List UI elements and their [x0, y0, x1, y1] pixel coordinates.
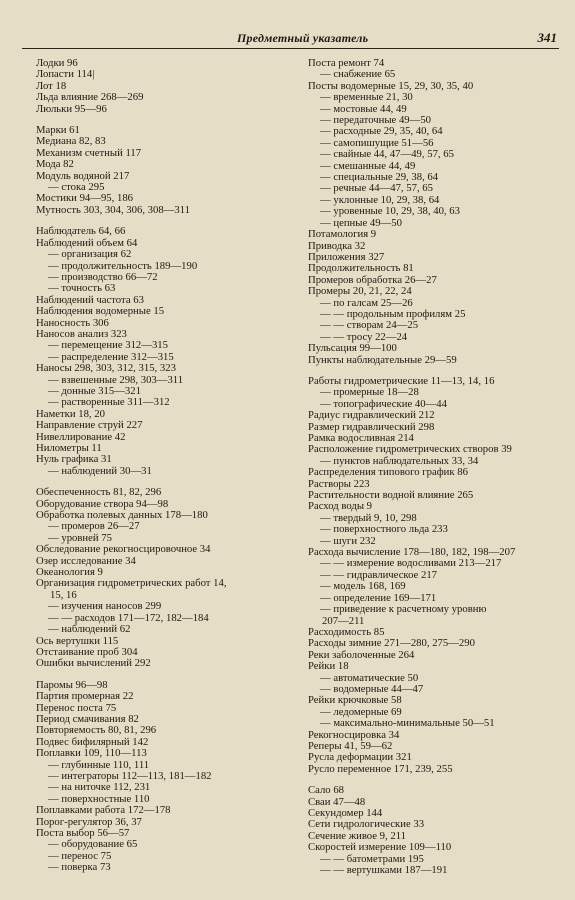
index-entry: Радиус гидравлический 212: [308, 409, 435, 422]
index-column-left: [36, 58, 296, 874]
index-entry: Повторяемость 80, 81, 296: [36, 724, 157, 737]
index-subentry: — ледомерные 69: [320, 705, 402, 718]
index-subentry: — распределение 312—315: [48, 350, 174, 363]
index-entry: Реки заболоченные 264: [308, 648, 415, 661]
index-entry: Растительности водной влияние 265: [308, 489, 474, 502]
index-entry: Направление струй 227: [36, 419, 143, 432]
index-subentry: — оборудование 65: [48, 838, 138, 851]
index-entry: Поплавками работа 172—178: [36, 804, 171, 817]
index-subentry: — продолжительность 189—190: [48, 259, 198, 272]
index-subentry: — перемещение 312—315: [48, 339, 168, 352]
index-entry: Наносов анализ 323: [36, 327, 127, 340]
index-entry: Обеспеченность 81, 82, 296: [36, 486, 162, 499]
index-subentry: — изучения наносов 299: [48, 600, 162, 613]
index-entry: Медиана 82, 83: [36, 135, 106, 148]
index-subentry: — — створам 24—25: [320, 319, 419, 332]
index-entry: Русло переменное 171, 239, 255: [308, 762, 453, 775]
index-entry: Перенос поста 75: [36, 701, 117, 714]
index-entry: Наблюдатель 64, 66: [36, 225, 126, 238]
index-entry: Промеры 20, 21, 22, 24: [308, 285, 412, 298]
index-entry: Наносы 298, 303, 312, 315, 323: [36, 362, 176, 375]
index-subentry: — на ниточке 112, 231: [48, 781, 151, 794]
index-entry: Пульсация 99—100: [308, 342, 397, 355]
index-entry-continuation: 207—211: [322, 614, 365, 627]
index-subentry: — организация 62: [48, 248, 132, 261]
index-subentry: — промерные 18—28: [320, 386, 419, 399]
index-entry-continuation: 15, 16: [50, 588, 77, 601]
index-subentry: — смешанные 44, 49: [320, 159, 416, 172]
index-entry: Наблюдений объем 64: [36, 236, 138, 249]
index-subentry: — растворенные 311—312: [48, 396, 170, 409]
index-entry: Рамка водосливная 214: [308, 432, 414, 444]
index-subentry: — точность 63: [48, 282, 116, 295]
index-entry: Льда влияние 268—269: [36, 91, 144, 104]
index-entry: Сваи 47—48: [308, 795, 366, 808]
index-subentry: — водомерные 44—47: [320, 682, 424, 695]
index-subentry: — мостовые 44, 49: [320, 102, 407, 115]
index-subentry: — максимально-минимальные 50—51: [320, 717, 495, 730]
index-entry: Порог-регулятор 36, 37: [36, 815, 142, 828]
index-entry: Обработка полевых данных 178—180: [36, 509, 208, 522]
index-entry: Мутность 303, 304, 306, 308—311: [36, 203, 191, 216]
index-entry: Потамология 9: [308, 228, 377, 241]
index-entry: Отстаивание проб 304: [36, 645, 138, 658]
index-subentry: — интеграторы 112—113, 181—182: [48, 769, 212, 782]
index-entry: Паромы 96—98: [36, 678, 108, 691]
index-entry: Расходы зимние 271—280, 275—290: [308, 637, 475, 650]
index-entry: Поста выбор 56—57: [36, 827, 130, 839]
index-entry: Распределения типового график 86: [308, 466, 468, 479]
index-subentry: — модель 168, 169: [320, 580, 406, 593]
index-entry: Лопасти 114|: [36, 68, 95, 81]
index-entry: Люльки 95—96: [36, 102, 107, 115]
index-entry: Секундомер 144: [308, 807, 383, 819]
index-entry: Посты водомерные 15, 29, 30, 35, 40: [308, 79, 474, 92]
index-entry: Нилометры 11: [36, 442, 102, 454]
index-subentry: — уровенные 10, 29, 38, 40, 63: [320, 205, 460, 218]
index-subentry: — промеров 26—27: [48, 520, 140, 533]
index-entry: Ошибки вычислений 292: [36, 657, 151, 670]
index-subentry: — наблюдений 30—31: [48, 464, 152, 477]
index-subentry: — — вертушками 187—191: [320, 864, 448, 877]
index-subentry: — самопишущие 51—56: [320, 136, 434, 149]
index-subentry: — определение 169—171: [320, 591, 437, 604]
index-entry: Рекогносцировка 34: [308, 728, 400, 741]
index-entry: Расходимость 85: [308, 625, 385, 638]
index-entry: Наметки 18, 20: [36, 407, 105, 420]
index-entry: Скоростей измерение 109—110: [308, 841, 452, 854]
index-entry: Поплавки 109, 110—113: [36, 747, 147, 760]
index-subentry: — временные 21, 30: [320, 91, 413, 104]
index-subentry: — свайные 44, 47—49, 57, 65: [320, 148, 454, 161]
page-header: [22, 28, 559, 49]
index-entry: Расхода вычисление 178—180, 182, 198—207: [308, 546, 516, 559]
index-subentry: — шуги 232: [320, 534, 376, 547]
index-entry: Подвес бифилярный 142: [36, 735, 149, 748]
index-subentry: — речные 44—47, 57, 65: [320, 182, 433, 195]
index-subentry: — глубинные 110, 111: [48, 758, 150, 771]
index-subentry: — — батометрами 195: [320, 852, 424, 865]
index-subentry: — взвешенные 298, 303—311: [48, 373, 184, 386]
index-entry: Реперы 41, 59—62: [308, 739, 393, 752]
index-subentry: — автоматические 50: [320, 671, 419, 684]
index-subentry: — поверка 73: [48, 861, 111, 874]
index-entry: Оборудование створа 94—98: [36, 497, 169, 510]
index-subentry: — топографические 40—44: [320, 397, 447, 410]
index-subentry: — донные 315—321: [48, 384, 141, 397]
index-entry: Пункты наблюдательные 29—59: [308, 353, 457, 366]
index-subentry: — по галсам 25—26: [320, 296, 413, 309]
index-subentry: — пунктов наблюдательных 33, 34: [320, 454, 479, 467]
index-entry: Русла деформации 321: [308, 751, 412, 764]
index-subentry: — стока 295: [48, 181, 105, 194]
index-entry: Партия промерная 22: [36, 690, 134, 703]
index-entry: Работы гидрометрические 11—13, 14, 16: [308, 374, 495, 387]
index-entry: Наносность 306: [36, 316, 109, 329]
index-entry: Озер исследование 34: [36, 554, 136, 567]
index-entry: Рейки крючковые 58: [308, 694, 402, 707]
index-entry: Модуль водяной 217: [36, 169, 130, 182]
index-column-right: [308, 58, 564, 876]
index-entry: Растворы 223: [308, 477, 370, 490]
index-entry: Океанология 9: [36, 566, 103, 579]
index-entry: Расход воды 9: [308, 500, 373, 513]
index-subentry: — — гидравлическое 217: [320, 568, 438, 581]
index-subentry: — перенос 75: [48, 849, 112, 862]
index-subentry: — снабжение 65: [320, 68, 396, 81]
index-subentry: — специальные 29, 38, 64: [320, 171, 439, 184]
index-subentry: — — расходов 171—172, 182—184: [48, 611, 209, 624]
index-entry: Механизм счетный 117: [36, 146, 142, 159]
index-subentry: — наблюдений 62: [48, 623, 131, 636]
index-entry: Наблюдения водомерные 15: [36, 305, 165, 318]
index-entry: Приложения 327: [308, 250, 385, 263]
index-entry: Период смачивания 82: [36, 712, 139, 725]
index-subentry: — — тросу 22—24: [320, 330, 408, 343]
index-subentry: — передаточные 49—50: [320, 114, 432, 127]
index-subentry: — приведение к расчетному уровню: [320, 603, 487, 616]
page-number: 341: [537, 30, 557, 45]
index-subentry: — твердый 9, 10, 298: [320, 511, 417, 524]
index-entry: Расположение гидрометрических створов 39: [308, 443, 512, 456]
index-entry: Сечение живое 9, 211: [308, 829, 406, 842]
index-entry: Поста ремонт 74: [308, 57, 385, 69]
index-subentry: — производство 66—72: [48, 270, 158, 283]
index-entry: Марки 61: [36, 124, 80, 137]
index-subentry: — поверхностные 110: [48, 792, 150, 805]
index-entry: Ось вертушки 115: [36, 634, 119, 647]
index-entry: Нуль графика 31: [36, 453, 112, 466]
index-entry: Сало 68: [308, 784, 345, 797]
index-entry: Наблюдений частота 63: [36, 293, 144, 306]
index-entry: Лодки 96: [36, 57, 78, 69]
running-title: Предметный указатель: [237, 31, 369, 45]
index-entry: Рейки 18: [308, 660, 349, 673]
index-entry: Приводка 32: [308, 239, 366, 252]
index-subentry: — уклонные 10, 29, 38, 64: [320, 193, 440, 206]
index-entry: Продолжительность 81: [308, 262, 414, 275]
index-entry: Размер гидравлический 298: [308, 420, 435, 433]
index-subentry: — цепные 49—50: [320, 216, 402, 229]
index-entry: Нивеллирование 42: [36, 430, 126, 443]
index-entry: Лот 18: [36, 79, 67, 92]
index-subentry: — уровней 75: [48, 531, 112, 544]
index-entry: Обследование рекогносцировочное 34: [36, 543, 211, 556]
index-entry: Мода 82: [36, 158, 74, 171]
index-subentry: — — продольным профилям 25: [320, 307, 466, 320]
index-entry: Мостики 94—95, 186: [36, 192, 134, 205]
index-entry: Промеров обработка 26—27: [308, 273, 437, 286]
index-subentry: — расходные 29, 35, 40, 64: [320, 125, 443, 138]
index-entry: Сети гидрологические 33: [308, 818, 425, 831]
index-subentry: — поверхностного льда 233: [320, 523, 448, 536]
index-subentry: — — измерение водосливами 213—217: [320, 557, 502, 570]
index-entry: Организация гидрометрических работ 14,: [36, 577, 227, 590]
